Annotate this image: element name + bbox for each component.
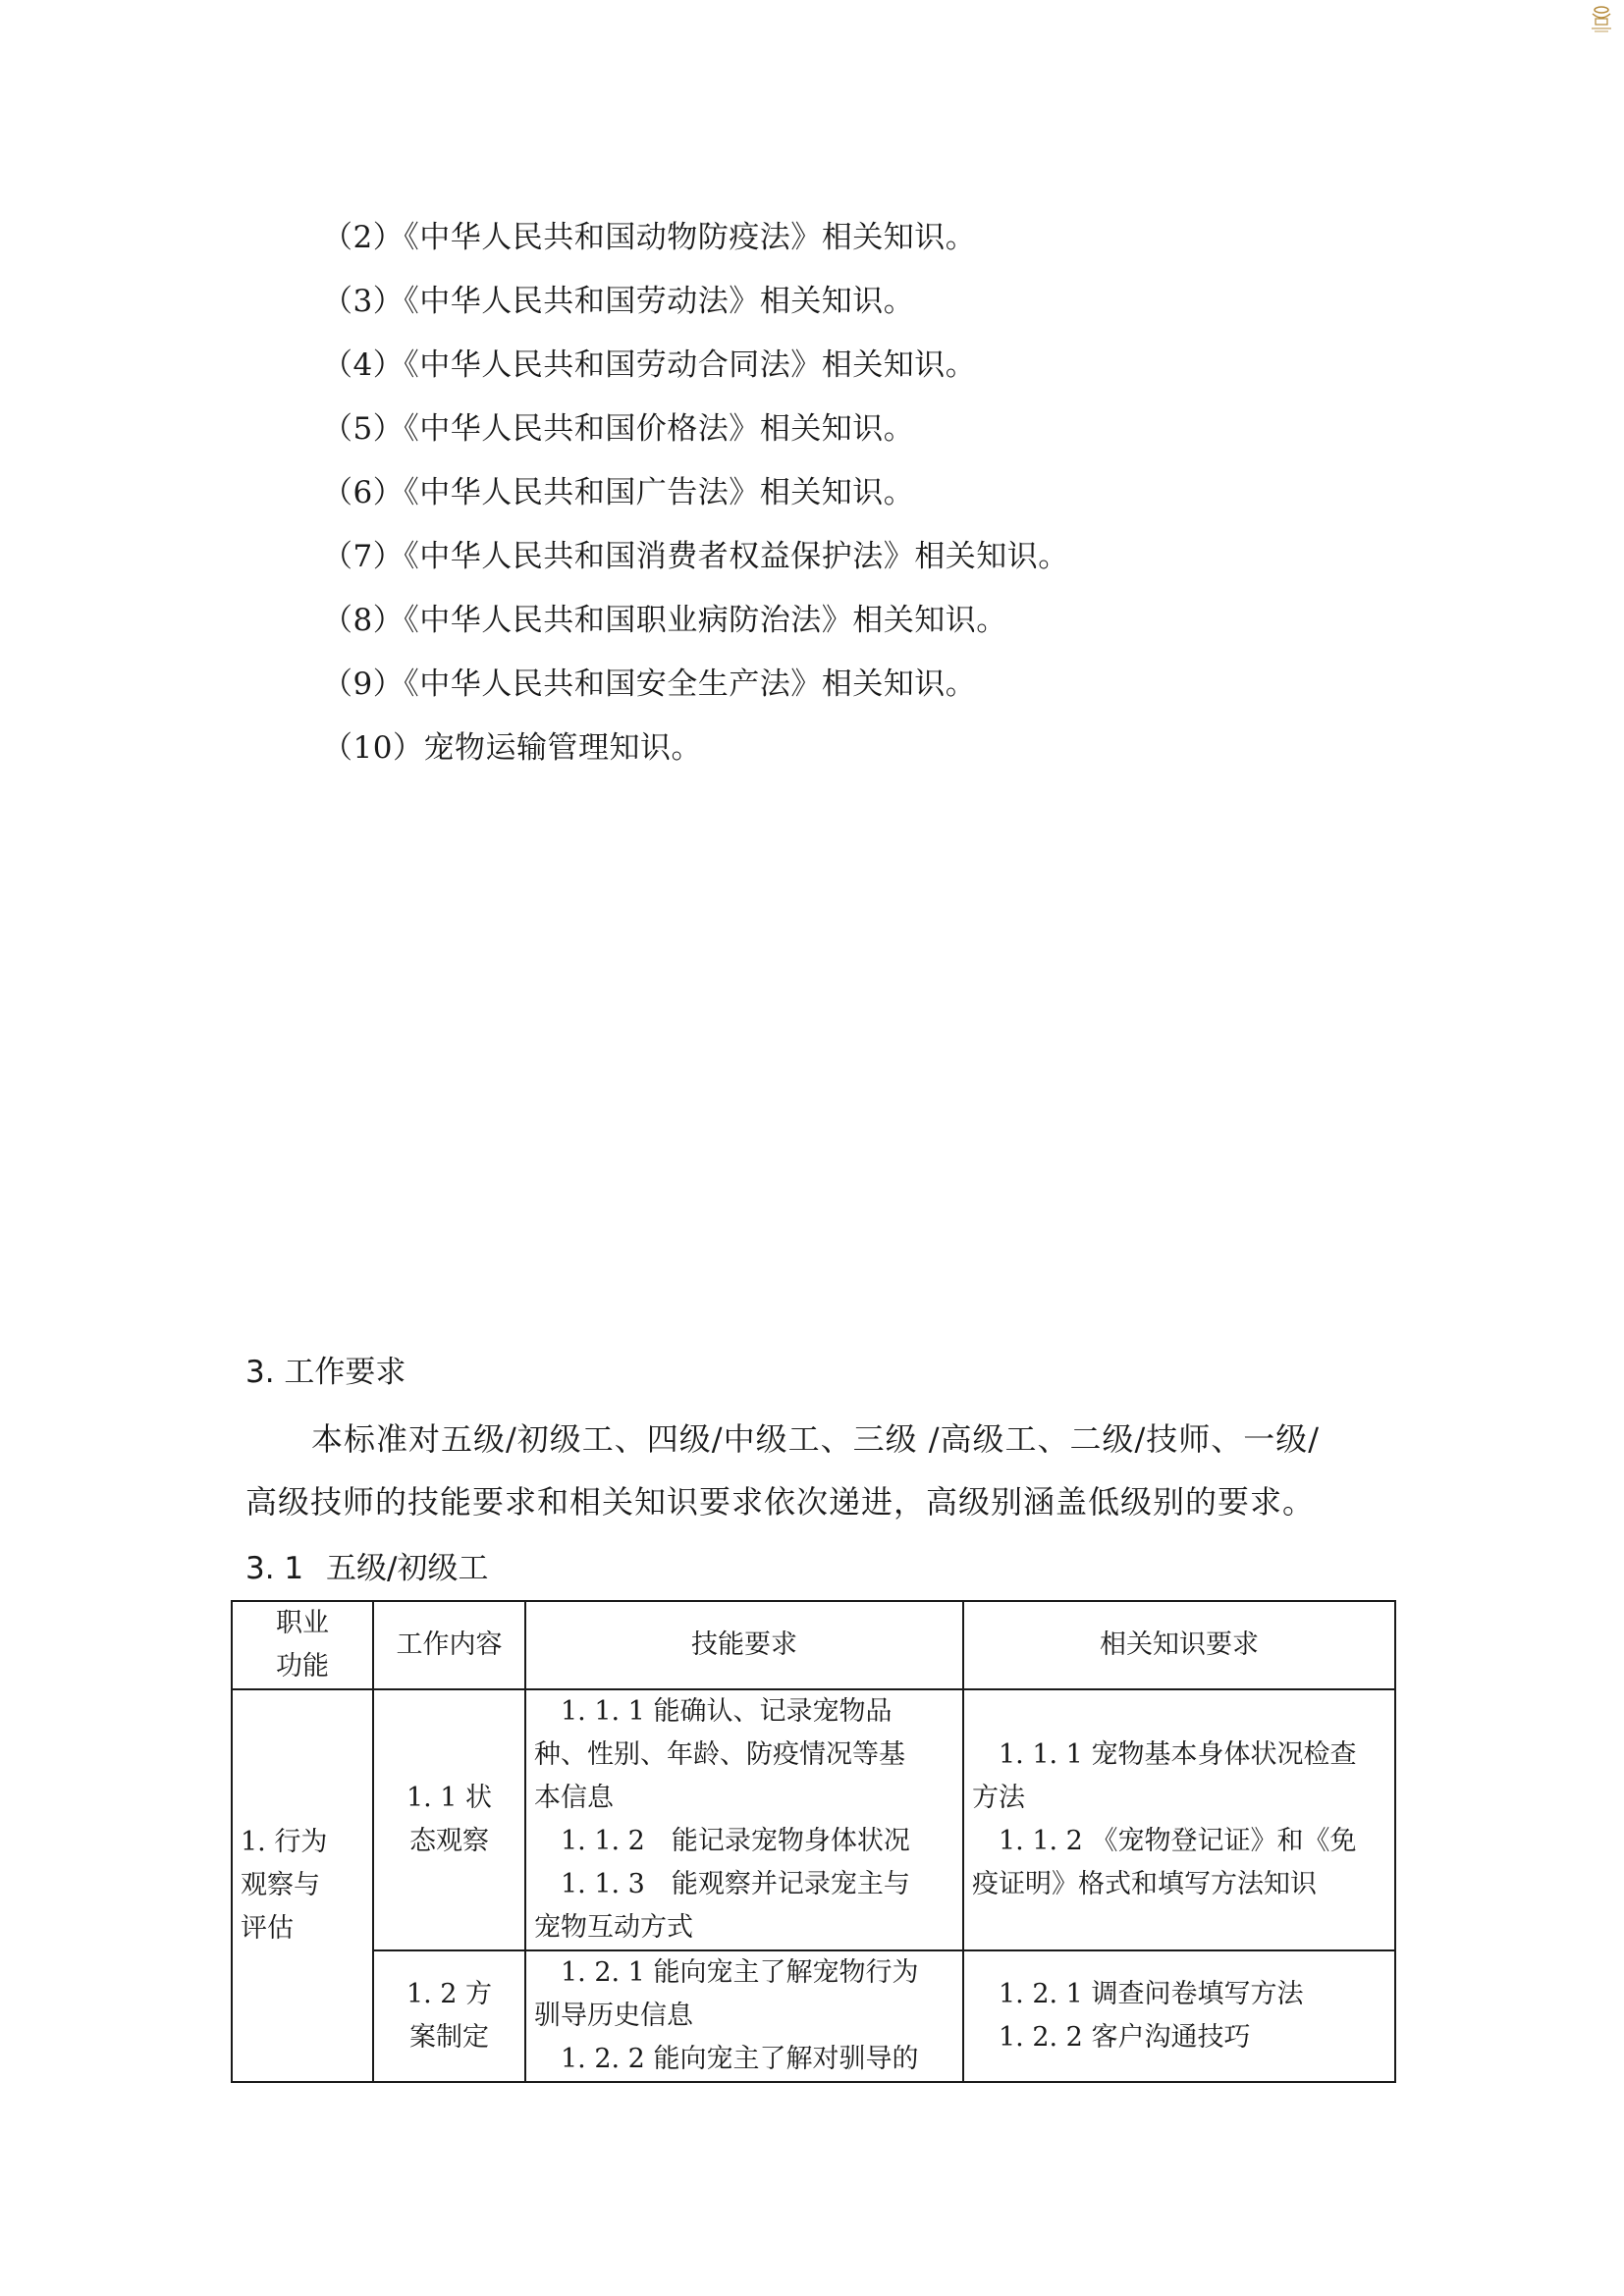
law-list	[322, 206, 1069, 780]
knowledge-cell	[963, 1689, 1395, 1950]
content-line: 态观察	[409, 1826, 489, 1856]
law-item: （5）《中华人民共和国价格法》相关知识。	[322, 411, 915, 447]
law-item: （10）宠物运输管理知识。	[322, 730, 702, 766]
content-cell	[373, 1689, 525, 1950]
knowledge-line: 疫证明》格式和填写方法知识	[972, 1869, 1317, 1899]
skill-line: 1. 1. 2 能记录宠物身体状况	[561, 1826, 910, 1856]
content-line: 案制定	[409, 2022, 489, 2053]
law-item: （2）《中华人民共和国动物防疫法》相关知识。	[322, 220, 977, 255]
corner-logo	[1589, 4, 1614, 33]
intro-paragraph-line: 高级技师的技能要求和相关知识要求依次递进，高级别涵盖低级别的要求。	[245, 1483, 1316, 1521]
skill-cell	[525, 1689, 963, 1950]
knowledge-line: 1. 1. 2 《宠物登记证》和《免	[999, 1826, 1357, 1856]
subsection-title: 五级/初级工	[326, 1551, 489, 1586]
table-header-cell: 相关知识要求	[963, 1601, 1395, 1689]
law-item: （8）《中华人民共和国职业病防治法》相关知识。	[322, 603, 1007, 638]
section-heading: 3. 工作要求	[245, 1355, 406, 1390]
knowledge-line: 1. 2. 2 客户沟通技巧	[999, 2022, 1251, 2053]
content-line: 1. 1 状	[406, 1783, 493, 1813]
law-item: （9）《中华人民共和国安全生产法》相关知识。	[322, 667, 977, 702]
skill-line: 1. 2. 1 能向宠主了解宠物行为	[561, 1957, 919, 1988]
header-function-line: 职业	[276, 1608, 329, 1638]
skill-line: 驯导历史信息	[534, 2001, 693, 2031]
table-header-cell	[232, 1601, 373, 1689]
requirements-table	[231, 1600, 1396, 2083]
skill-line: 1. 2. 2 能向宠主了解对驯导的	[561, 2044, 919, 2074]
table-row	[232, 1950, 1395, 2082]
table-header-cell: 工作内容	[373, 1601, 525, 1689]
table-row	[232, 1689, 1395, 1950]
law-item: （7）《中华人民共和国消费者权益保护法》相关知识。	[322, 539, 1069, 574]
header-function-line: 功能	[276, 1651, 329, 1682]
skill-line: 种、性别、年龄、防疫情况等基	[534, 1739, 905, 1770]
skill-line: 宠物互动方式	[534, 1912, 693, 1943]
content-cell	[373, 1950, 525, 2082]
function-line: 评估	[241, 1913, 294, 1944]
intro-paragraph-line: 本标准对五级/初级工、四级/中级工、三级 /高级工、二级/技师、一级/	[311, 1420, 1321, 1458]
law-item: （3）《中华人民共和国劳动法》相关知识。	[322, 284, 915, 319]
knowledge-line: 1. 2. 1 调查问卷填写方法	[999, 1979, 1304, 2009]
subsection-heading	[245, 1547, 488, 1590]
content-line: 1. 2 方	[406, 1979, 493, 2009]
function-line: 1. 行为	[241, 1827, 328, 1857]
function-cell	[232, 1689, 373, 2082]
table-header-row	[232, 1601, 1395, 1689]
table-header-cell: 技能要求	[525, 1601, 963, 1689]
knowledge-cell	[963, 1950, 1395, 2082]
law-item: （6）《中华人民共和国广告法》相关知识。	[322, 475, 915, 510]
skill-line: 1. 1. 3 能观察并记录宠主与	[561, 1869, 910, 1899]
knowledge-line: 1. 1. 1 宠物基本身体状况检查	[999, 1739, 1357, 1770]
subsection-number: 3. 1	[245, 1551, 304, 1586]
skill-cell	[525, 1950, 963, 2082]
function-line: 观察与	[241, 1870, 320, 1900]
knowledge-line: 方法	[972, 1783, 1025, 1813]
law-item: （4）《中华人民共和国劳动合同法》相关知识。	[322, 347, 977, 383]
skill-line: 本信息	[534, 1783, 614, 1813]
skill-line: 1. 1. 1 能确认、记录宠物品	[561, 1696, 893, 1727]
